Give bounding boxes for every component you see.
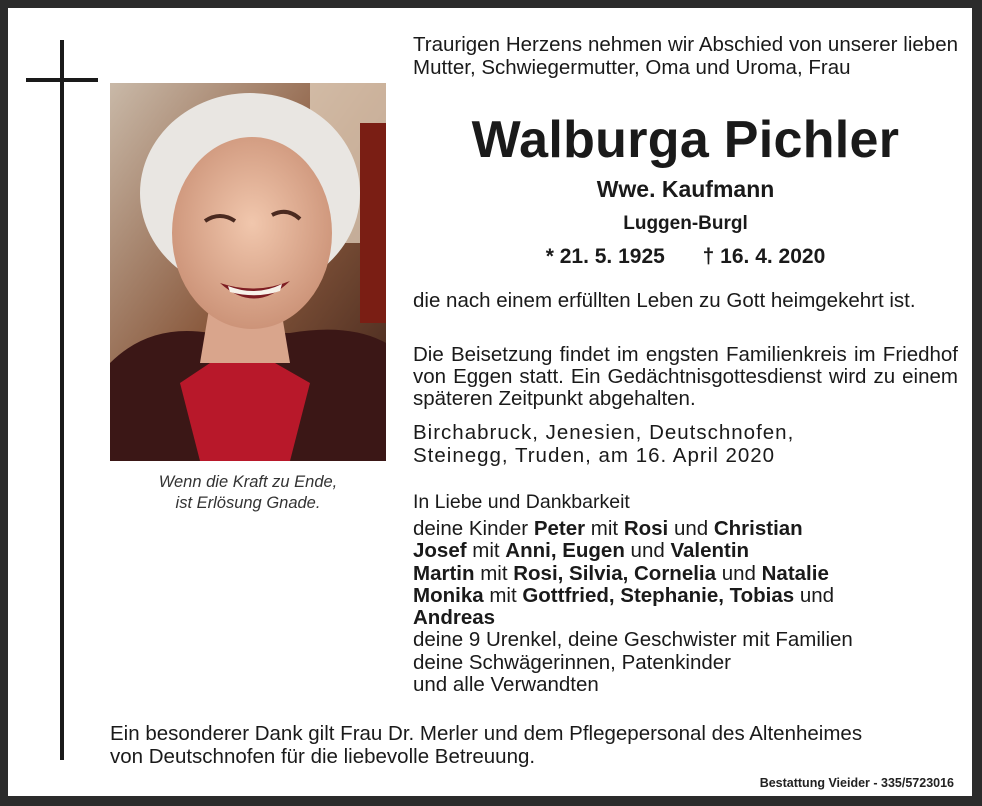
family-list (413, 518, 958, 696)
life-dates (413, 245, 958, 269)
family-line-1: deine Kinder Peter mit Rosi und Christian (413, 517, 803, 540)
closing-phrase: In Liebe und Dankbarkeit (413, 491, 630, 513)
family-line-8: und alle Verwandten (413, 673, 599, 697)
thanks-line-2: von Deutschnofen für die liebevolle Betreuung. (110, 745, 536, 768)
widow-name: Wwe. Kaufmann (596, 176, 775, 202)
name-peter: Peter (533, 517, 586, 540)
place-line-1: Birchabruck, Jenesien, Deutschnofen, (413, 421, 795, 444)
body-text-2: Die Beisetzung findet im engsten Familienkreis im Friedhof von Eggen statt. Ein Gedächtnisgottesdienst wird zu einem späteren Zeitpunkt abgehalten. (413, 343, 958, 410)
intro-text: Traurigen Herzens nehmen wir Abschied von unserer lieben Mutter, Schwiegermutter, Oma und Uroma, Frau (413, 33, 958, 79)
family-line-2: Josef mit Anni, Eugen und Valentin (413, 539, 750, 563)
family-line-7: deine Schwägerinnen, Patenkinder (413, 650, 731, 674)
body-text-1: die nach einem erfüllten Leben zu Gott heimgekehrt ist. (413, 289, 916, 312)
place-line-2: Steinegg, Truden, am 16. April 2020 (413, 444, 776, 467)
obituary-card (8, 8, 972, 796)
birth-date: * 21. 5. 1925 (545, 245, 665, 268)
place-and-date (413, 421, 958, 467)
thanks-text (110, 722, 958, 768)
thanks-line-1: Ein besonderer Dank gilt Frau Dr. Merler und dem Pflegepersonal des Altenheimes (110, 722, 863, 745)
quote (110, 472, 386, 514)
funeral-home-credit: Bestattung Vieider - 335/5723016 (759, 776, 954, 790)
deceased-name: Walburga Pichler (471, 111, 900, 169)
quote-line-1: Wenn die Kraft zu Ende, (158, 473, 338, 491)
family-line-3: Martin mit Rosi, Silvia, Cornelia und Natalie (413, 561, 829, 585)
family-line-6: deine 9 Urenkel, deine Geschwister mit Familien (413, 628, 853, 652)
quote-line-2: ist Erlösung Gnade. (175, 494, 321, 512)
nickname: Luggen-Burgl (623, 213, 748, 234)
cross-icon-bar (26, 78, 98, 82)
death-date: † 16. 4. 2020 (702, 245, 826, 268)
portrait-photo (110, 83, 386, 461)
cross-icon (60, 40, 64, 760)
family-line-4: Monika mit Gottfried, Stephanie, Tobias und (413, 583, 835, 607)
family-line-5: Andreas (413, 606, 496, 630)
